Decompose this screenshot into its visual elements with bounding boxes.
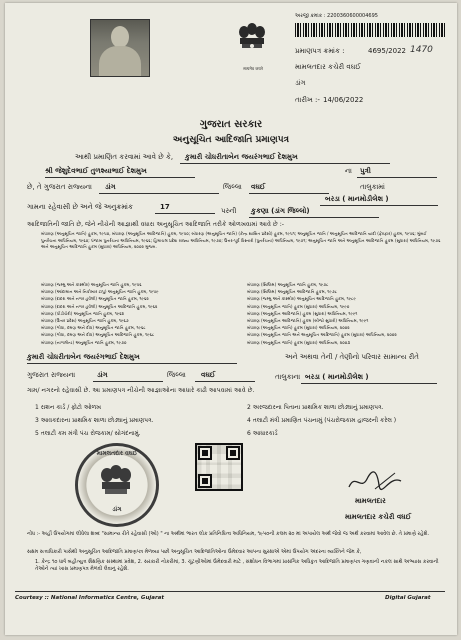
orders-paragraph: બંધારણ (અનુસૂચિત જાતિ) હુકમ, ૧૯૫૦, બંધારણ (અનુસૂચિત આદિજાતિ) હુકમ, ૧૯૫૦; બંધારણ (અનુસૂચિત જાતિ) (કેન્દ્ર શાસિત પ્રદેશો) હુકમ, ૧૯૫૧; અનુસૂચિત જાતિ / અનુસૂચિત આદિજાતિ યાદી (ફેરફાર) હુકમ, ૧૯૫૬; મુંબઈ પુનર્રચના અધિનિયમ, ૧૯૬૦; પંજાબ પુનર્રચના અધિનિયમ, ૧૯૬૬; હિમાચલ પ્રદેશ રાજ્ય અધિનિયમ, ૧૯૭૦; ઉત્તર-પૂર્વ વિસ્તારો (પુનર્રચના) અધિનિયમ, ૧૯૭૧; અનુસૂચિત જાતિ અને અનુસૂચિત આદિજાતિ હુકમ (સુધારા) અધિનિયમ, ૧૯૭૬ અને અનુસૂચિત આદિજાતિ હુકમ (સુધારા) અધિનિયમ, ૨૦૦૨ મુજબ. [41,231,441,249]
application-number: અરજી ક્રમાંક : 2200360600004695 [295,13,378,19]
tribe-name: કુકણા (ડાંગ જિલ્લો) [251,207,310,215]
order-item: બંધારણ (ગોવા, દમણ અને દીવ) અનુસૂચિત આદિજાતિ હુકમ, ૧૯૬૮ [41,332,155,338]
applicant-photo [90,19,150,77]
order-item: બંધારણ (અનુસૂચિત જાતિ) હુકમ (સુધારા) અધિનિયમ, ૨૦૦૩ [247,339,351,345]
order-item: બંધારણ (દાદરા અને નગર હવેલી) અનુસૂચિત જાતિ હુકમ, ૧૯૬૨ [41,296,149,302]
document-item: 2 અરજદારના પિતાના પ્રાથમિક શાળા છોડ્યાનું પ્રમાણપત્ર. [247,404,384,411]
document-item: 5 તલાટી કમ મંત્રી પંચ રોજકામ/ સોગંદનામું. [35,430,141,437]
orders-left-list [41,281,211,346]
order-item: બંધારણ (સિક્કિમ) અનુસૂચિત જાતિ હુકમ, ૧૯૭૮ [247,282,329,287]
taluka-label-1: તાલુકામાં [360,183,385,191]
date-value: 14/06/2022 [323,96,364,104]
certificate-page [5,3,457,635]
documents-right [247,401,447,440]
gov-title: ગુજરાત સરકાર [199,119,263,130]
order-item: બંધારણ (જમ્મુ અને કાશ્મીર) અનુસૂચિત આદિજાતિ હુકમ, ૧૯૮૯ [247,296,356,302]
state-line: છે, તે ગુજરાત રાજ્યના [27,183,92,191]
date-label: તારીખ :- [295,96,320,104]
tribe-label: પરની [221,207,237,215]
order-item: બંધારણ (જમ્મુ અને કાશ્મીર) અનુસૂચિત જાતિ હુકમ, ૧૯૫૬ [41,282,142,287]
order-item: બંધારણ (અનુસૂચિત આદિજાતિ) હુકમ (બીજો સુધારો) અધિનિયમ, ૧૯૯૧ [247,318,369,324]
seal-emblem-icon [96,460,136,508]
recognition-line: આદિજાતિની જાતિ છે, જેને નીચેની આજ્ઞાથી વધારા અનુસૂચિત આદિજાતિ તરીકે ઓળખવામાં આવે છે :- [27,221,285,228]
national-emblem-icon [235,19,269,65]
office-seal [75,443,159,527]
order-item: બંધારણ (ઉત્તર પ્રદેશ) અનુસૂચિત જાતિ હુકમ, ૧૯૬૭ [41,318,129,324]
office-sub: ડાંગ [295,79,306,87]
order-item: બંધારણ (અનુસૂચિત જાતિ) હુકમ (સુધારા) અધિનિયમ, ૧૯૯૦ [247,303,350,309]
taluka-label-2: તાલુકાના [275,373,301,381]
footer-courtesy: Courtesy :: National Informatics Centre, Gujarat [15,595,165,601]
document-item: 6 આધારકાર્ડ [247,430,278,437]
district-1: ડાંગ [105,183,116,191]
sign-title: મામલતદાર [355,497,386,505]
intro-text: આથી પ્રમાણિત કરવામાં આવે છે કે, [75,153,174,161]
cert-number-handwritten: 1470 [410,45,433,55]
cert-number-label: પ્રમાણપત્ર ક્રમાંક : [295,47,345,55]
qr-code [195,443,243,491]
village-2: બરડા ( માનમોડીલેશ ) [305,373,369,381]
order-item: બંધારણ (ગોવા, દમણ અને દીવ) અનુસૂચિત જાતિ હુકમ, ૧૯૬૮ [41,325,146,331]
note-items: 1. કેન્દ્ર ૧૦ ધાર્ષ બહીત્યુત્ત શૈક્ષણિક સંસ્થામાં પ્રવેશ, 2. સરકારી નોકરીમાં, 3. ચૂંટણીઓમાં ઉમેદવારી માટે , સંશોધન વિભાગમાં પ્રાસંગિક અધિકૃત આદિજાતિ પ્રમાણપત્ર ગણવાની નકલ સાથે અભ્યાસ કરવાની તેઓને ત્યાં ખાસ પ્રમાણપત્ર મેળવી લેવાનું રહેશે. [35,559,439,572]
village-1: બરડા ( માનમોડીલેશ ) [325,195,389,203]
order-item: બંધારણ (આંદામાન અને નિકોબાર ટાપુ) અનુસૂચિત જાતિ હુકમ, ૧૯૫૯ [41,289,159,295]
document-item: 3 આવકદારના પ્રાથમિક શાળા છોડ્યાનું પ્રમાણપત્ર. [35,417,154,424]
order-item: બંધારણ (સિક્કિમ) અનુસૂચિત આદિજાતિ હુકમ, ૧૯૭૮ [247,289,338,295]
district-label-2: જિલ્લા [167,371,186,379]
footer-digital-gujarat: Digital Gujarat [385,595,431,601]
note-head: નોંધ :- અહીં ઉપયોગમાં લીધેલા શબ્દ "સામાન્ય રીતે રહેવાસી (ઓ) " ના અર્થમાં ભારત લોક પ્રતિનિધિત્વ અધિનિયમ, ૧૯૫૦ની કલમ ૨૦ માં અપાયેલ અર્થ જેવો જ અર્થ કરવામાં આવેલ છે. તે પ્રમાણે રહેશે. [27,531,430,537]
order-item: બંધારણ (અનુસૂચિત જાતિ) હુકમ (સુધારા) અધિનિયમ, ૨૦૦૨ [247,325,350,331]
residence-name: કુમારી ચોધરીતાબેન જયરંગભાઈ દેશમુખ [27,353,140,361]
orders-right-list [247,281,447,346]
na-label: ના [345,167,352,175]
district-2: ડાંગ [97,371,108,379]
order-item: બંધારણ (પોંડીચેરી) અનુસૂચિત જાતિ હુકમ, ૧૯૬૪ [41,310,125,316]
order-item: બંધારણ (દાદરા અને નગર હવેલી) અનુસૂચિત આદિજાતિ હુકમ, ૧૯૬૨ [41,303,158,309]
order-item: બંધારણ (અનુસૂચિત આદિજાતિ) હુકમ (સુધારા) અધિનિયમ, ૧૯૯૧ [247,310,358,316]
cert-title: અનુસૂચિત આદિજાતિ પ્રમાણપત્ર [172,135,290,145]
holder-name: કુમારી ચોધરીતાબેન જયરંગભાઈ દેશમુખ [185,153,298,161]
barcode [295,23,445,37]
seal-text: મામલતદાર વઘઈ [96,450,138,457]
document-item: 1 રાશન કાર્ડ / ફોટો ઓળખ [35,404,102,411]
document-item: 4 તલાટી મંત્રી પ્રમાણિત પંચનામું (પંચરોજકામ હાજરની કરેલ ) [247,417,397,424]
order-item: બંધારણ (નાગાલેન્ડ) અનુસૂચિત જાતિ હુકમ, ૧૯૭૦ [41,339,127,345]
relation: પુત્રી [360,167,371,175]
note-main: સક્ષમ સત્તાધિકારી પાસેથી અનુસૂચિત આદિજાતિ પ્રમાણપત્ર મેળવ્યા પછી અનુસૂચિત આદિજાતિઓના ઉમેદવાર આપના સુરક્ષાએ એમાં ઉપયોગ અંદરના વ્યક્તિને જેમ કે, [27,549,362,555]
signature-icon [345,469,405,493]
documents-left [35,401,215,440]
serial-line: ગામના રહેવાસી છે અને જે અનુક્રમાંક [27,203,133,211]
district-label-1: જિલ્લા [223,183,242,191]
taluka-1: વઘઈ [251,183,266,191]
state-2: ગુજરાત રાજ્યના [27,371,76,379]
residence-tail: અને અથવા તેની / તેણીનો પરિવાર સામાન્ય રીતે [285,353,419,361]
serial-number: 17 [160,203,170,211]
sign-office: મામલતદાર કચેરી વઘઈ [345,513,412,521]
taluka-2: વઘઈ [201,371,216,379]
emblem-caption: सत्यमेव जयते [243,66,263,71]
seal-sub: ડાંગ [112,506,122,513]
cert-number-value: 4695/2022 [368,47,406,55]
father-name: શ્રી જેશુદેવભાઈ તુળશ્યાભાઈ દેશમુખ [45,167,147,175]
documents-intro: ગામ/ નગરનો રહેવાસી છે. આ પ્રમાણપત્ર નીચેની આજ્ઞાઓના આધારે કાઢી આપવામાં આવે છે. [27,387,255,394]
order-item: બંધારણ (અનુસૂચિત જાતિ અને અનુસૂચિત આદિજાતિ) હુકમ (સુધારા) અધિનિયમ, ૨૦૦૨ [247,332,397,338]
office-line: મામલતદાર કચેરી વઘઈ [295,63,361,71]
